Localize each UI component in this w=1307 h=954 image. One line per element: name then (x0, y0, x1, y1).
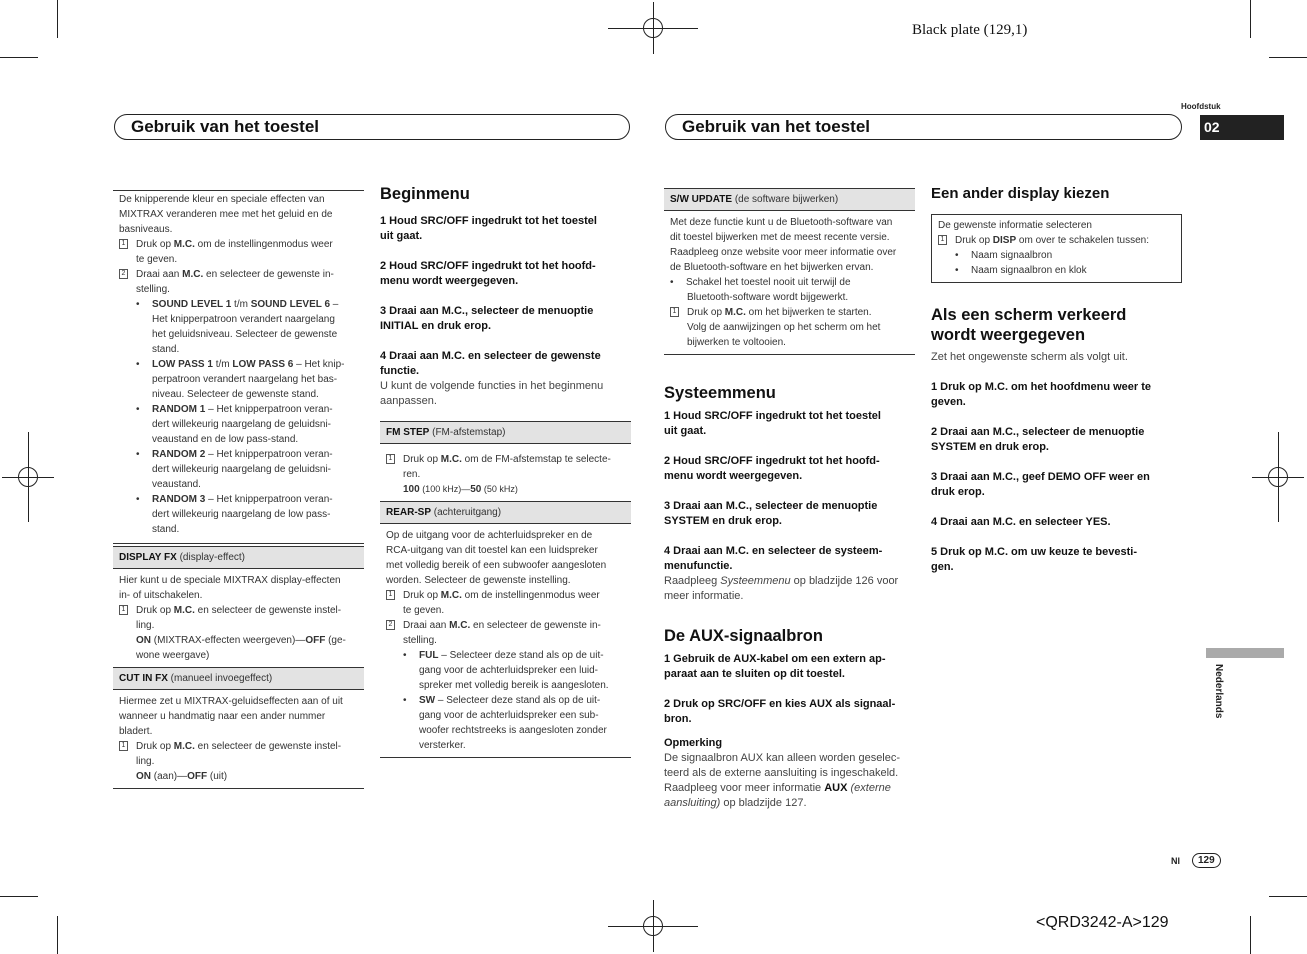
body-text: meer informatie. (664, 590, 744, 602)
step-2: 2 Draai aan M.C., selecteer de menuoptie (931, 426, 1145, 438)
text: en selecteer de gewenste in- (470, 620, 601, 631)
body-text: aanpassen. (380, 395, 437, 407)
text: Druk op (403, 590, 441, 601)
text-line: Het knipperpatroon verandert naargelang (152, 314, 335, 325)
text-line: ling. (136, 756, 155, 767)
bullet (670, 275, 909, 290)
text-line: Raadpleeg onze website voor meer informatie over (670, 247, 897, 258)
step-1 (386, 588, 625, 603)
text-bold: DISPLAY FX (119, 552, 177, 563)
step-3-cont: druk erop. (931, 486, 985, 498)
text-line: veaustand en de low pass-stand. (152, 434, 299, 445)
text: Draai aan (403, 620, 450, 631)
step-3: 3 Draai aan M.C., selecteer de menuoptie (380, 305, 594, 317)
text-line: ling. (136, 620, 155, 631)
text: Druk op (955, 235, 993, 246)
cut-in-fx-content (113, 690, 364, 789)
step-1: 1 Houd SRC/OFF ingedrukt tot het toestel (380, 215, 597, 227)
text-bold: LOW PASS 1 (152, 359, 213, 370)
options (119, 633, 358, 648)
display-title: Een ander display kiezen (931, 185, 1110, 202)
text-bold: ON (136, 771, 151, 782)
step-number-icon: 1 (386, 590, 395, 600)
step-2-cont: menu wordt weergegeven. (380, 275, 519, 287)
text: (uit) (207, 771, 228, 782)
text: (aan)— (151, 771, 188, 782)
text: Druk op (403, 454, 441, 465)
text-line: bladert. (119, 726, 153, 737)
error-title-line1: Als een scherm verkeerd (931, 306, 1127, 324)
text-line: basniveaus. (119, 224, 173, 235)
step-4-cont: menufunctie. (664, 560, 733, 572)
bullet (119, 447, 358, 462)
cut-in-fx-heading (113, 667, 364, 690)
text: t/m (231, 299, 251, 310)
bullet (938, 263, 1175, 278)
text-line: wanneer u handmatig naar een ander nummer (119, 711, 326, 722)
text-line: stand. (152, 344, 180, 355)
text-line: Met deze functie kunt u de Bluetooth-software van (670, 217, 893, 228)
text: Druk op (136, 605, 174, 616)
step-4-cont: functie. (380, 365, 420, 377)
text-line: MIXTRAX veranderen mee met het geluid en de (119, 209, 333, 220)
crop-mark (57, 916, 58, 954)
text-line: woofer rechtstreeks is aangesloten zonder (419, 725, 607, 736)
page-number: 129 (1192, 853, 1221, 868)
registration-line (1278, 432, 1279, 522)
rear-sp-content (380, 524, 631, 758)
step-1 (670, 305, 909, 320)
fm-step-content (380, 444, 631, 501)
step-3: 3 Draai aan M.C., selecteer de menuoptie (664, 500, 878, 512)
text: en selecteer de gewenste in- (203, 269, 334, 280)
bullet-icon: • (955, 250, 959, 261)
crop-mark (1269, 896, 1307, 897)
text: om het bijwerken te starten. (745, 307, 872, 318)
text: – Selecteer deze stand als op de uit- (435, 695, 601, 706)
bullet-icon: • (136, 359, 140, 370)
text-bold: 50 (470, 484, 482, 495)
language-tab (1206, 648, 1284, 658)
text: – Het knipperpatroon veran- (205, 449, 333, 460)
step-number-icon: 2 (386, 620, 395, 630)
text-bold: LOW PASS 6 (232, 359, 294, 370)
bullet-icon: • (403, 650, 407, 661)
text-line: bijwerken te voltooien. (687, 337, 786, 348)
text-line: stelling. (136, 284, 170, 295)
text-bold: RANDOM 3 (152, 494, 206, 505)
bullet-icon: • (136, 449, 140, 460)
options (119, 769, 358, 784)
text: – Het knip- (293, 359, 345, 370)
text-line: wone weergave) (136, 650, 210, 661)
crop-mark (0, 57, 38, 58)
text: Naam signaalbron en klok (971, 265, 1087, 276)
step-1 (119, 237, 358, 252)
crop-mark (57, 0, 58, 38)
text: t/m (212, 359, 233, 370)
text-line: dert willekeurig naargelang de geluidsni- (152, 419, 331, 430)
bullet (119, 357, 358, 372)
text-italic: Systeemmenu (720, 575, 791, 587)
chapter-number: 02 (1204, 119, 1220, 135)
bullet (119, 492, 358, 507)
text: op bladzijde 127. (720, 797, 807, 809)
body-text (664, 781, 915, 796)
text: Raadpleeg (664, 575, 721, 587)
chapter-number-tab (1200, 115, 1284, 140)
text-bold: RANDOM 2 (152, 449, 206, 460)
text: op bladzijde 126 voor (790, 575, 899, 587)
bullet (938, 248, 1175, 263)
body-text: De signaalbron AUX kan alleen worden geselec- (664, 752, 901, 764)
text-bold: OFF (305, 635, 326, 646)
text-bold: M.C. (173, 239, 195, 250)
plate-label: Black plate (129,1) (912, 22, 1028, 38)
rear-sp-heading (380, 501, 631, 524)
text-bold: 100 (403, 484, 420, 495)
text-bold: OFF (187, 771, 208, 782)
text-line: dert willekeurig naargelang de low pass- (152, 509, 331, 520)
step-1-cont: geven. (931, 396, 966, 408)
text: – (330, 299, 339, 310)
step-1 (386, 452, 625, 467)
text-line: perpatroon verandert naargelang het bas- (152, 374, 338, 385)
text-line: spreker met volledig bereik is aangesloten. (419, 680, 609, 691)
text: Draai aan (136, 269, 183, 280)
text-line: De knipperende kleur en speciale effecten van (119, 194, 325, 205)
step-2-cont: bron. (664, 713, 692, 725)
text-line: stelling. (403, 635, 437, 646)
display-box (931, 214, 1182, 283)
text-line: RCA-uitgang van dit toestel kan een luidspreker (386, 545, 598, 556)
step-number-icon: 1 (386, 454, 395, 464)
text: (achteruitgang) (431, 507, 502, 518)
text-bold: AUX (824, 782, 848, 794)
step-2: 2 Houd SRC/OFF ingedrukt tot het hoofd- (380, 260, 596, 272)
document-code: <QRD3242-A>129 (1036, 914, 1169, 931)
text-line: veaustand. (152, 479, 201, 490)
text: – Selecteer deze stand als op de uit- (438, 650, 604, 661)
display-fx-heading (113, 546, 364, 569)
step-number-icon: 1 (938, 235, 947, 245)
text-line: versterker. (419, 740, 466, 751)
text-line: te geven. (403, 605, 445, 616)
step-1 (119, 739, 358, 754)
beginmenu-title: Beginmenu (380, 185, 470, 203)
column-4 (931, 184, 1182, 575)
text-bold: RANDOM 1 (152, 404, 206, 415)
text-line: Hiermee zet u MIXTRAX-geluidseffecten aan of uit (119, 696, 343, 707)
text-bold: DISP (992, 235, 1017, 246)
text: (ge- (325, 635, 346, 646)
step-number-icon: 1 (119, 741, 128, 751)
step-number-icon: 2 (119, 269, 128, 279)
text-line: gang voor de achterluidspreker een luid- (419, 665, 598, 676)
text-line: dit toestel bijwerken met de meest recente versie. (670, 232, 890, 243)
bullet (386, 693, 625, 708)
bullet-icon: • (670, 277, 674, 288)
bullet (386, 648, 625, 663)
text-bold: FUL (419, 650, 439, 661)
step-number-icon: 1 (119, 239, 128, 249)
text: Druk op (136, 239, 174, 250)
note-title: Opmerking (664, 737, 723, 749)
text-bold: M.C. (724, 307, 746, 318)
text-line: ren. (403, 469, 421, 480)
text-italic: aansluiting) (664, 797, 721, 809)
column-2 (380, 184, 631, 758)
text: – Het knipperpatroon veran- (205, 494, 333, 505)
text: (50 kHz) (481, 484, 518, 494)
step-1: 1 Druk op M.C. om het hoofdmenu weer te (931, 381, 1152, 393)
sw-update-content (664, 211, 915, 355)
options (386, 482, 625, 497)
step-number-icon: 1 (670, 307, 679, 317)
text: (FM-afstemstap) (429, 427, 506, 438)
text-bold: SOUND LEVEL 6 (250, 299, 331, 310)
step-1 (938, 233, 1175, 248)
text: om de instellingenmodus weer (461, 590, 600, 601)
text-bold: ON (136, 635, 151, 646)
step-4: 4 Draai aan M.C. en selecteer YES. (931, 516, 1111, 528)
text-line: Volg de aanwijzingen op het scherm om het (687, 322, 881, 333)
bullet-icon: • (403, 695, 407, 706)
text-line: in- of uitschakelen. (119, 590, 203, 601)
crop-mark (1269, 57, 1307, 58)
right-section-header: Gebruik van het toestel (665, 114, 1182, 140)
text-line: stand. (152, 524, 180, 535)
body-text (664, 796, 915, 811)
step-4: 4 Draai aan M.C. en selecteer de gewenste (380, 350, 601, 362)
text: Druk op (687, 307, 725, 318)
text-line: gang voor de achterluidspreker een sub- (419, 710, 599, 721)
text: Naam signaalbron (971, 250, 1053, 261)
step-1-cont: paraat aan te sluiten op dit toestel. (664, 668, 845, 680)
text-bold: M.C. (173, 605, 195, 616)
bullet-icon: • (136, 299, 140, 310)
bullet (119, 402, 358, 417)
text-line: het geluidsniveau. Selecteer de gewenste (152, 329, 338, 340)
bullet (119, 297, 358, 312)
aux-title: De AUX-signaalbron (664, 627, 823, 645)
text-line: de Bluetooth-software en het bijwerken ervan. (670, 262, 874, 273)
step-number-icon: 1 (119, 605, 128, 615)
step-2 (119, 267, 358, 282)
text-line: Bluetooth-software wordt bijgewerkt. (687, 292, 849, 303)
registration-line (653, 900, 654, 952)
text-bold: CUT IN FX (119, 673, 168, 684)
step-2-cont: menu wordt weergegeven. (664, 470, 803, 482)
text-line: niveau. Selecteer de gewenste stand. (152, 389, 319, 400)
column-1 (113, 190, 364, 789)
step-1-cont: uit gaat. (380, 230, 423, 242)
text: Schakel het toestel nooit uit terwijl de (686, 277, 851, 288)
text: om over te schakelen tussen: (1016, 235, 1149, 246)
step-3: 3 Draai aan M.C., geef DEMO OFF weer en (931, 471, 1150, 483)
step-1: 1 Gebruik de AUX-kabel om een extern ap- (664, 653, 886, 665)
bullet-icon: • (136, 494, 140, 505)
crop-mark (0, 896, 38, 897)
body-text: U kunt de volgende functies in het beginmenu (380, 380, 604, 392)
step-5-cont: gen. (931, 561, 954, 573)
page-lang: Nl (1171, 856, 1180, 866)
text-line: De gewenste informatie selecteren (938, 220, 1092, 231)
column-3 (664, 188, 915, 811)
step-1: 1 Houd SRC/OFF ingedrukt tot het toestel (664, 410, 881, 422)
step-3-cont: SYSTEM en druk erop. (664, 515, 782, 527)
language-label: Nederlands (1213, 664, 1224, 719)
crop-mark (1250, 916, 1251, 954)
text: (manueel invoegeffect) (167, 673, 273, 684)
text-italic: (externe (847, 782, 891, 794)
error-title-line2: wordt weergegeven (931, 326, 1086, 344)
systeemmenu-title: Systeemmenu (664, 384, 776, 402)
text-bold: M.C. (449, 620, 471, 631)
body-text: teerd als de externe aansluiting is ingeschakeld. (664, 767, 899, 779)
step-1-cont: uit gaat. (664, 425, 707, 437)
body-text: Zet het ongewenste scherm als volgt uit. (931, 351, 1128, 363)
text: (100 kHz)— (419, 484, 471, 494)
body-text (664, 574, 915, 589)
left-section-header: Gebruik van het toestel (114, 114, 630, 140)
text-bold: S/W UPDATE (670, 194, 733, 205)
text-bold: M.C. (173, 741, 195, 752)
text: en selecteer de gewenste instel- (194, 605, 342, 616)
bullet-icon: • (955, 265, 959, 276)
step-5: 5 Druk op M.C. om uw keuze te bevesti- (931, 546, 1137, 558)
text-line: met volledig bereik of een subwoofer aangesloten (386, 560, 607, 571)
crop-mark (1250, 0, 1251, 38)
step-2-cont: SYSTEM en druk erop. (931, 441, 1049, 453)
text: om de instellingenmodus weer (194, 239, 333, 250)
text: (de software bijwerken) (732, 194, 839, 205)
step-1 (119, 603, 358, 618)
text-bold: SW (419, 695, 436, 706)
sw-update-heading (664, 188, 915, 211)
text: (display-effect) (176, 552, 245, 563)
registration-line (653, 2, 654, 54)
text: en selecteer de gewenste instel- (194, 741, 342, 752)
registration-line (28, 432, 29, 522)
bullet-icon: • (136, 404, 140, 415)
step-2: 2 Druk op SRC/OFF en kies AUX als signaal- (664, 698, 896, 710)
text-line: te geven. (136, 254, 178, 265)
step-2: 2 Houd SRC/OFF ingedrukt tot het hoofd- (664, 455, 880, 467)
step-4: 4 Draai aan M.C. en selecteer de systeem- (664, 545, 883, 557)
text-bold: M.C. (182, 269, 204, 280)
display-fx-content (113, 569, 364, 667)
text: (MIXTRAX-effecten weergeven)— (151, 635, 306, 646)
text-line: worden. Selecteer de gewenste instelling. (386, 575, 571, 586)
fm-step-heading (380, 421, 631, 444)
text-line: dert willekeurig naargelang de geluidsni- (152, 464, 331, 475)
text-bold: SOUND LEVEL 1 (152, 299, 232, 310)
step-2 (386, 618, 625, 633)
step-3-cont: INITIAL en druk erop. (380, 320, 492, 332)
text: om de FM-afstemstap te selecte- (461, 454, 611, 465)
text: – Het knipperpatroon veran- (205, 404, 333, 415)
text-bold: M.C. (440, 590, 462, 601)
text-line: Hier kunt u de speciale MIXTRAX display-effecten (119, 575, 341, 586)
text-line: Op de uitgang voor de achterluidspreker en de (386, 530, 593, 541)
text: Raadpleeg voor meer informatie (664, 782, 825, 794)
text-bold: REAR-SP (386, 507, 432, 518)
text-bold: FM STEP (386, 427, 430, 438)
text-bold: M.C. (440, 454, 462, 465)
text: Druk op (136, 741, 174, 752)
mixtrax-box (113, 190, 364, 544)
chapter-label: Hoofdstuk (1181, 102, 1221, 111)
